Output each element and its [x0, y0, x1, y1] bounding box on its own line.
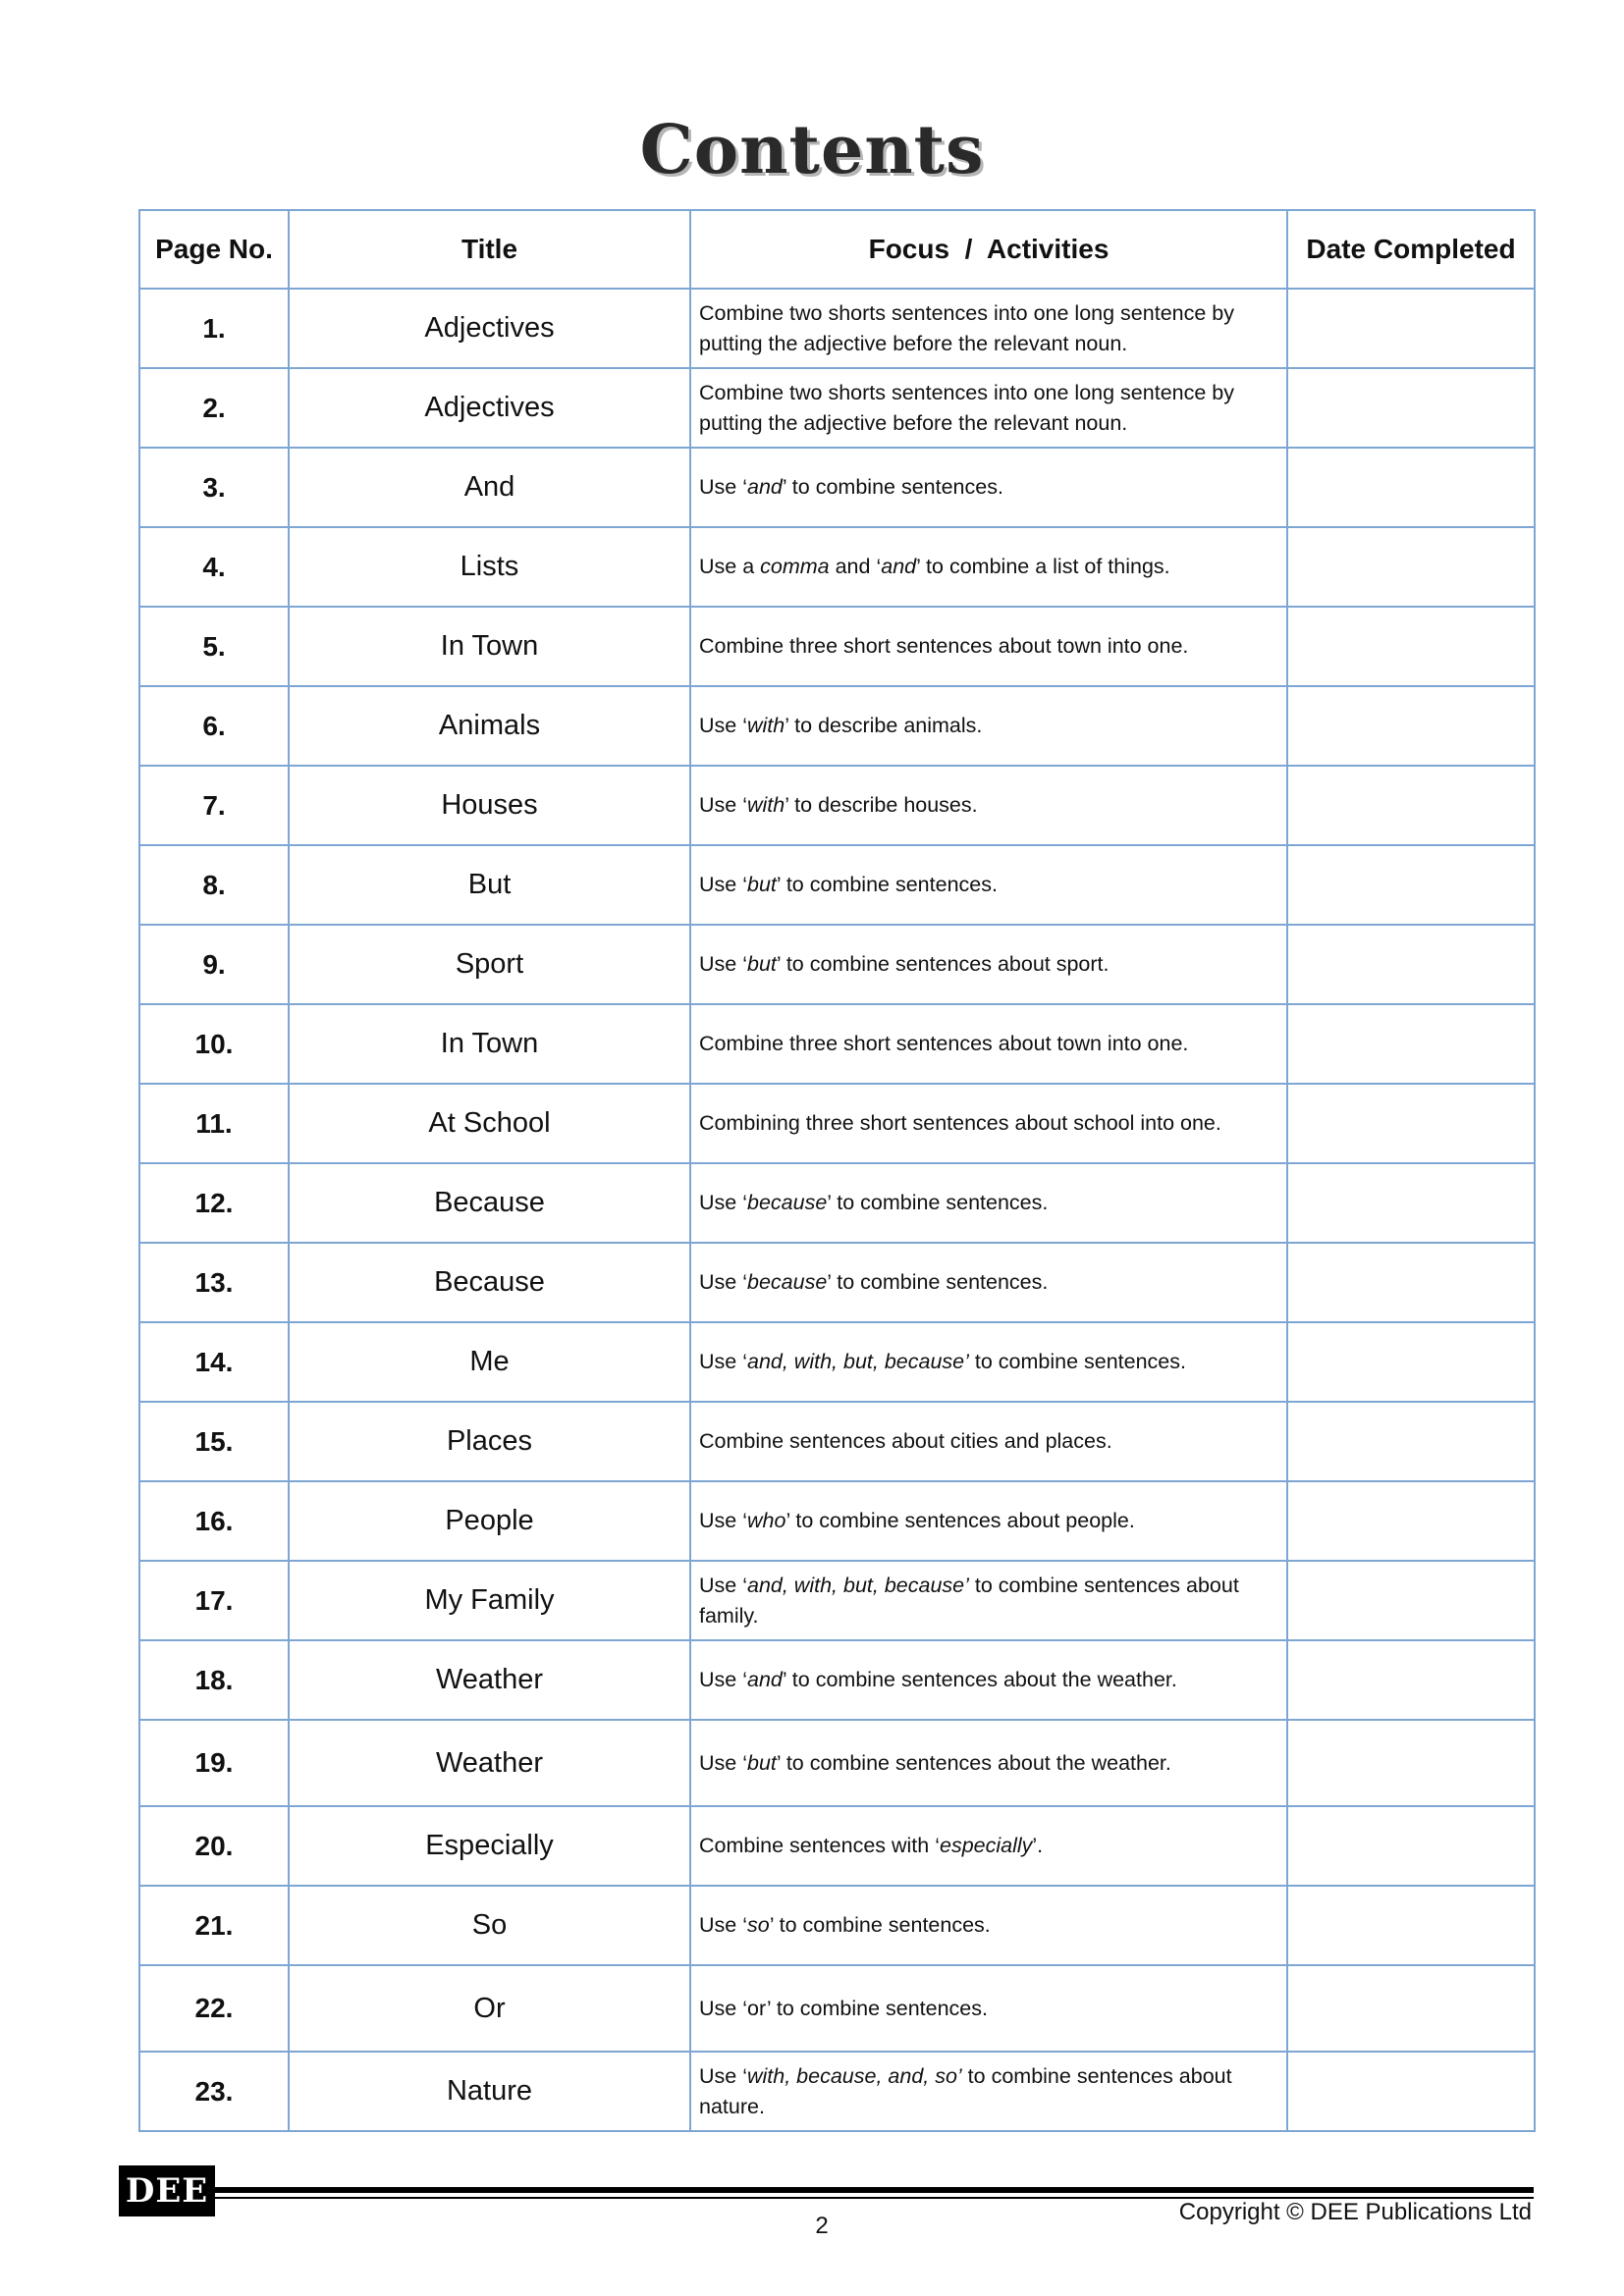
focus-cell — [690, 845, 1287, 925]
table-row — [139, 845, 1535, 925]
focus-keyword: and — [881, 555, 917, 578]
focus-text: Use ‘ — [699, 1573, 747, 1597]
title-cell: Weather — [289, 1640, 690, 1720]
focus-cell — [690, 1004, 1287, 1084]
focus-cell — [690, 289, 1287, 368]
focus-cell — [690, 1720, 1287, 1806]
focus-cell — [690, 1965, 1287, 2052]
title-cell: In Town — [289, 607, 690, 686]
focus-cell — [690, 527, 1287, 607]
page-no-cell: 22. — [139, 1965, 289, 2052]
focus-text: Combine two shorts sentences into one long sentence by putting the adjective before the relevant noun. — [699, 380, 1234, 435]
date-completed-cell[interactable] — [1287, 925, 1535, 1004]
focus-text: Combining three short sentences about school into one. — [699, 1111, 1221, 1135]
focus-text: ’ to describe animals. — [785, 714, 983, 737]
title-cell: At School — [289, 1084, 690, 1163]
title-cell: Lists — [289, 527, 690, 607]
focus-text: Use ‘ — [699, 873, 747, 896]
date-completed-cell[interactable] — [1287, 1481, 1535, 1561]
focus-keyword: but — [746, 952, 777, 976]
focus-cell — [690, 1402, 1287, 1481]
page-number: 2 — [815, 2213, 829, 2239]
page-no-cell: 15. — [139, 1402, 289, 1481]
date-completed-cell[interactable] — [1287, 686, 1535, 766]
table-row — [139, 1243, 1535, 1322]
focus-text: ’ to combine sentences about the weather. — [782, 1668, 1177, 1691]
focus-text: ’ to combine sentences. — [769, 1913, 991, 1937]
page-no-cell: 8. — [139, 845, 289, 925]
focus-text: Use ‘ — [699, 1750, 747, 1775]
focus-keyword: because — [746, 1270, 828, 1294]
focus-text: ’ to combine sentences. — [776, 873, 998, 896]
table-row — [139, 1084, 1535, 1163]
focus-keyword: and, with, but, because’ — [746, 1573, 969, 1597]
focus-cell — [690, 686, 1287, 766]
table-row — [139, 1004, 1535, 1084]
focus-cell — [690, 1163, 1287, 1243]
table-row — [139, 1163, 1535, 1243]
title-cell: Houses — [289, 766, 690, 845]
page-title: Contents — [639, 111, 985, 189]
focus-cell — [690, 2052, 1287, 2131]
title-cell: Me — [289, 1322, 690, 1402]
table-body — [139, 289, 1535, 2131]
page-no-cell: 18. — [139, 1640, 289, 1720]
focus-text: Use a — [699, 555, 761, 578]
table-row — [139, 1322, 1535, 1402]
title-cell: And — [289, 448, 690, 527]
focus-text: ’ to combine sentences. — [782, 475, 1003, 499]
title-cell: Because — [289, 1243, 690, 1322]
date-completed-cell[interactable] — [1287, 1402, 1535, 1481]
focus-text: Combine three short sentences about town into one. — [699, 634, 1189, 658]
focus-text: ’ to combine sentences about sport. — [776, 952, 1110, 976]
focus-text: ’ to combine sentences about people. — [785, 1509, 1135, 1532]
focus-cell — [690, 1640, 1287, 1720]
focus-text: ’. — [1032, 1834, 1044, 1857]
date-completed-cell[interactable] — [1287, 607, 1535, 686]
focus-cell — [690, 1886, 1287, 1965]
page-no-cell: 9. — [139, 925, 289, 1004]
focus-keyword: because — [746, 1191, 828, 1214]
focus-text: Use ‘ — [699, 1509, 747, 1532]
title-cell: Adjectives — [289, 289, 690, 368]
footer-rule — [215, 2187, 1534, 2193]
date-completed-cell[interactable] — [1287, 1322, 1535, 1402]
date-completed-cell[interactable] — [1287, 1561, 1535, 1640]
focus-text: to combine sentences about family. — [699, 1573, 1239, 1628]
table-row — [139, 686, 1535, 766]
page-no-cell: 10. — [139, 1004, 289, 1084]
focus-cell — [690, 1481, 1287, 1561]
focus-keyword: and, with, but, because’ — [746, 1350, 969, 1373]
focus-cell — [690, 1243, 1287, 1322]
page-no-cell: 3. — [139, 448, 289, 527]
focus-text: Combine two shorts sentences into one long sentence by putting the adjective before the relevant noun. — [699, 300, 1234, 355]
focus-keyword: who — [746, 1509, 786, 1532]
header-row — [139, 210, 1535, 289]
page-no-cell: 1. — [139, 289, 289, 368]
title-cell: Nature — [289, 2052, 690, 2131]
focus-cell — [690, 607, 1287, 686]
header-focus: Focus / Activities — [690, 210, 1287, 289]
focus-text: ’ to combine sentences. — [827, 1270, 1049, 1294]
page-no-cell: 23. — [139, 2052, 289, 2131]
focus-cell — [690, 448, 1287, 527]
date-completed-cell[interactable] — [1287, 1084, 1535, 1163]
focus-text: Combine sentences with ‘ — [699, 1834, 940, 1857]
table-row — [139, 2052, 1535, 2131]
header-date-completed: Date Completed — [1287, 210, 1535, 289]
title-cell: Places — [289, 1402, 690, 1481]
table-row — [139, 1481, 1535, 1561]
title-cell: So — [289, 1886, 690, 1965]
page-no-cell: 7. — [139, 766, 289, 845]
date-completed-cell[interactable] — [1287, 1004, 1535, 1084]
date-completed-cell[interactable] — [1287, 1965, 1535, 2052]
focus-cell — [690, 1084, 1287, 1163]
date-completed-cell[interactable] — [1287, 845, 1535, 925]
table-row — [139, 448, 1535, 527]
focus-cell — [690, 1561, 1287, 1640]
page-no-cell: 16. — [139, 1481, 289, 1561]
focus-text: Use ‘ — [699, 952, 747, 976]
title-cell: My Family — [289, 1561, 690, 1640]
date-completed-cell[interactable] — [1287, 1243, 1535, 1322]
focus-keyword: with — [746, 714, 785, 737]
focus-text: Use ‘ — [699, 793, 747, 817]
table-row — [139, 607, 1535, 686]
date-completed-cell[interactable] — [1287, 289, 1535, 368]
focus-keyword: comma — [760, 555, 830, 578]
focus-text: Use ‘ — [699, 1191, 747, 1214]
title-cell: Animals — [289, 686, 690, 766]
table-row — [139, 527, 1535, 607]
page-no-cell: 2. — [139, 368, 289, 448]
focus-keyword: with — [746, 793, 785, 817]
focus-text: ’ to describe houses. — [785, 793, 978, 817]
title-cell: Weather — [289, 1720, 690, 1806]
focus-text: Use ‘or’ to combine sentences. — [699, 1996, 988, 2020]
page-no-cell: 4. — [139, 527, 289, 607]
table-row — [139, 925, 1535, 1004]
page-no-cell: 17. — [139, 1561, 289, 1640]
focus-text: Use ‘ — [699, 714, 747, 737]
page-no-cell: 13. — [139, 1243, 289, 1322]
header-page-no: Page No. — [139, 210, 289, 289]
page-no-cell: 12. — [139, 1163, 289, 1243]
title-cell: Sport — [289, 925, 690, 1004]
focus-text: Use ‘ — [699, 1350, 747, 1373]
focus-text: ’ to combine sentences. — [827, 1191, 1049, 1214]
table-row — [139, 289, 1535, 368]
focus-text: Combine three short sentences about town into one. — [699, 1032, 1189, 1055]
title-cell: People — [289, 1481, 690, 1561]
focus-cell — [690, 766, 1287, 845]
title-cell: In Town — [289, 1004, 690, 1084]
date-completed-cell[interactable] — [1287, 527, 1535, 607]
date-completed-cell[interactable] — [1287, 1163, 1535, 1243]
title-cell: Adjectives — [289, 368, 690, 448]
date-completed-cell[interactable] — [1287, 1886, 1535, 1965]
page-no-cell: 20. — [139, 1806, 289, 1886]
date-completed-cell[interactable] — [1287, 1640, 1535, 1720]
focus-text: Use ‘ — [699, 1270, 747, 1294]
date-completed-cell[interactable] — [1287, 1720, 1535, 1806]
table-row — [139, 766, 1535, 845]
table-row — [139, 1886, 1535, 1965]
page-no-cell: 14. — [139, 1322, 289, 1402]
date-completed-cell[interactable] — [1287, 368, 1535, 448]
focus-keyword: but — [746, 873, 777, 896]
date-completed-cell[interactable] — [1287, 448, 1535, 527]
focus-text: Use ‘ — [699, 1668, 747, 1691]
page-no-cell: 11. — [139, 1084, 289, 1163]
focus-cell — [690, 1322, 1287, 1402]
page-no-cell: 21. — [139, 1886, 289, 1965]
page-no-cell: 6. — [139, 686, 289, 766]
page-no-cell: 5. — [139, 607, 289, 686]
table-row — [139, 1402, 1535, 1481]
focus-text: Use ‘ — [699, 475, 747, 499]
date-completed-cell[interactable] — [1287, 1806, 1535, 1886]
table-row — [139, 1561, 1535, 1640]
focus-keyword: but — [746, 1750, 777, 1775]
focus-keyword: so — [746, 1913, 770, 1937]
focus-cell — [690, 368, 1287, 448]
focus-text: ’ to combine sentences about the weather. — [776, 1750, 1171, 1775]
title-cell: Especially — [289, 1806, 690, 1886]
focus-text: Use ‘ — [699, 2063, 747, 2088]
title-cell: Because — [289, 1163, 690, 1243]
focus-keyword: with, because, and, so’ — [746, 2063, 962, 2088]
focus-text: and ‘ — [829, 555, 882, 578]
focus-text: to combine sentences about nature. — [699, 2063, 1232, 2118]
table-row — [139, 1965, 1535, 2052]
focus-text: Use ‘ — [699, 1913, 747, 1937]
focus-keyword: especially — [939, 1834, 1033, 1857]
date-completed-cell[interactable] — [1287, 2052, 1535, 2131]
focus-text: ’ to combine a list of things. — [916, 555, 1170, 578]
focus-text: to combine sentences. — [968, 1350, 1186, 1373]
page-no-cell: 19. — [139, 1720, 289, 1806]
focus-text: Combine sentences about cities and places. — [699, 1429, 1112, 1453]
table-row — [139, 1806, 1535, 1886]
date-completed-cell[interactable] — [1287, 766, 1535, 845]
focus-keyword: and — [746, 1668, 783, 1691]
table-row — [139, 368, 1535, 448]
title-cell: Or — [289, 1965, 690, 2052]
header-title: Title — [289, 210, 690, 289]
focus-cell — [690, 1806, 1287, 1886]
dee-logo: DEE — [119, 2165, 215, 2216]
table-row — [139, 1640, 1535, 1720]
title-cell: But — [289, 845, 690, 925]
table-row — [139, 1720, 1535, 1806]
focus-cell — [690, 925, 1287, 1004]
contents-table — [138, 209, 1536, 2132]
copyright-notice: Copyright © DEE Publications Ltd — [1178, 2199, 1532, 2225]
focus-keyword: and — [746, 475, 783, 499]
